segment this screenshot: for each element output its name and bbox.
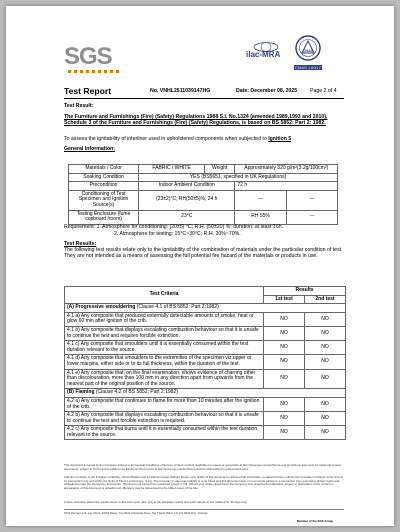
table-row — [65, 412, 346, 426]
criteria-cell: 4.1 b) Any composite that displays escalating combustion behaviour so that it is unsafe to continue the test and requires forcible extinction. — [65, 326, 264, 340]
enclosure-extra: --- — [286, 210, 337, 224]
test-result-label: Test Result: — [64, 103, 94, 109]
result-cell: NO — [305, 326, 346, 340]
result-cell: NO — [264, 326, 305, 340]
report-title: Test Report — [64, 86, 112, 96]
report-page — [6, 6, 394, 526]
precondition-duration: 72 h — [235, 182, 338, 191]
sgs-logo-dots — [68, 70, 122, 73]
table-row — [69, 182, 338, 191]
cnas-logo — [294, 34, 322, 72]
enclosure-label: Testing Enclosure (fume cupboard /room) — [69, 210, 139, 224]
precondition-label: Precondition — [69, 182, 139, 191]
footer-address: SGS Vietnam Ltd. Lot I-02/1, 16/04 Street, Tan Binh Industrial Zone, Tay Thanh Ward, Ho Chi Minh City, Vietnam — [64, 511, 209, 515]
cnas-number: CNAS L0017 — [294, 65, 322, 70]
result-cell: NO — [264, 426, 305, 440]
sgs-logo — [64, 43, 124, 73]
table-row — [65, 426, 346, 440]
ilac-mra-logo — [246, 40, 286, 70]
results-header: Results — [264, 287, 346, 296]
assess-text: To assess the ignitability of interliner used in upholstered components when subjected to — [64, 136, 267, 142]
regulation-title: The Furniture and Furnishings (Fire) (Safety) Regulations 1988 S.I. No.1324 (amended 1989,1993 and 2010), Schedule 3 of the Furniture and Furnishings (Fire) (Safety) Regulations, is based on BS 5852: Part 2: 1982. — [64, 114, 328, 127]
result-cell: NO — [305, 426, 346, 440]
precondition-value: Indoor Ambient Condition — [139, 182, 235, 191]
footer-liability: Attention is drawn to the limitation of liability, indemnification and jurisdiction issues defined therein. Any holder of this document is advised that information contained hereon reflects the Company's findings at the time of its intervention only and within the limits of Client's instructions, if any. The Company's sole responsibility is to its Client and this document does not exonerate parties to a transaction from exercising all their rights and obligations under the transaction documents. This document cannot be reproduced except in full, without prior written approval of the Company. Any unauthorized alteration, forgery or falsification of the content or appearance of this document is unlawful and offenders may be prosecuted to the fullest extent of the law. — [64, 475, 343, 490]
table-row — [65, 369, 346, 389]
criteria-cell: 4.2 c) Any composite that burns until it is essentially consumed within the test duration relevant to the source. — [65, 426, 264, 440]
criteria-cell: 4.1 d) Any composite that smoulders to the extremities of the specimen viz upper or lower margins, either side or to its full thickness, within the duration of the test. — [65, 355, 264, 369]
footer-terms: This document is issued by the Company subject to its General Conditions of Service printed overleaf, available on request or accessible at http://www.sgs.com/en/Terms-and-Conditions.aspx and, for electronic format documents, subject to Terms and Conditions for Electronic Documents at http://www.sgs.com/en/Terms-and-Conditions/Terms-e-Document.aspx. — [64, 463, 341, 471]
conditioning-value: (23±2)°C; RH(50±5)%; 24 h — [139, 190, 235, 210]
table-row — [69, 190, 338, 210]
result-cell: NO — [305, 341, 346, 355]
criteria-cell: 4.2 b) Any composite that displays escalating combustion behaviour so that it is unsafe to continue the test and forcible extinction is required. — [65, 412, 264, 426]
result-cell: NO — [264, 355, 305, 369]
ignition-source: Ignition 5 — [268, 136, 292, 142]
section-row — [65, 389, 346, 398]
conditioning-value-3: --- — [286, 190, 337, 210]
page-number: Page 2 of 4 — [310, 88, 337, 94]
enclosure-rh: RH 55% — [235, 210, 286, 224]
section-row — [65, 304, 346, 313]
cnas-seal-icon — [294, 34, 322, 64]
svg-text:CNAS: CNAS — [302, 48, 314, 53]
result-cell: NO — [305, 412, 346, 426]
criteria-cell: 4.1 c) Any composite that smoulders until it is essentially consumed within the test duration relevant to the source. — [65, 341, 264, 355]
table-row — [65, 341, 346, 355]
header-divider — [64, 98, 344, 99]
result-cell: NO — [305, 312, 346, 326]
result-cell: NO — [305, 355, 346, 369]
result-cell: NO — [305, 369, 346, 389]
table-row — [65, 397, 346, 411]
soaking-label: Soaking Condition — [69, 173, 139, 182]
result-cell: NO — [264, 412, 305, 426]
table-row — [65, 312, 346, 326]
criteria-cell: 4.2 a) Any composite that continues to flame for more than 10 minutes after the ignition of the crib. — [65, 397, 264, 411]
requirement-line-2: 2. Atmosphere for testing: 15°C~30°C; R.H. 20%~70%. — [114, 231, 241, 237]
footer-member: Member of the SGS Group — [297, 519, 334, 523]
test-results-intro: The following test results relate only to the ignitability of the combination of materials under the particular condition of test. They are not intended as a means of assessing the full potential fire hazard of the materials or products in use. — [64, 247, 343, 260]
weight-value: Approximately 320 g/m²(3.2g/100cm²) — [235, 165, 338, 174]
materials-value: FABRIC / WHITE — [139, 165, 205, 174]
footer-divider — [64, 509, 344, 510]
criteria-cell: 4.1 e) Any composite that, on the final examination, shows evidence of charring other than discolouration, more than 100 mm in any direction apart from upwards from the nearest part of the original position of the source. — [65, 369, 264, 389]
result-cell: NO — [305, 397, 346, 411]
criteria-header: Test Criteria — [65, 287, 264, 304]
report-date: Date: December 08, 2025 — [236, 88, 298, 94]
requirement-line-1: Requirement: 1. Atmosphere for conditioning: (20±5) °C; R.H. (50±20) %; duration: at least 16h. — [64, 224, 284, 230]
table-row — [65, 355, 346, 369]
section-a-title: (A) Progressive smouldering (Clause 4.1 of BS 5852: Part 2:1982) — [65, 304, 346, 313]
weight-label: Weight — [205, 165, 235, 174]
conditioning-label: Conditioning of Test Specimen and Ignition Source(s) — [69, 190, 139, 210]
footer-sample-note: Unless otherwise stated the results shown in this test report refer only to the sample(s) tested and such sample(s) are retained for 30 days only. — [64, 500, 248, 504]
table-row — [69, 210, 338, 224]
general-info-table — [68, 164, 338, 225]
criteria-cell: 4.1 a) Any composite that produced externally detectable amounts of smoke, heat or glow 60 min after ignition of the crib. — [65, 312, 264, 326]
ilac-logo-text: ilac-MRA — [246, 50, 281, 59]
result-cell: NO — [264, 312, 305, 326]
report-number: No. VNHL2511039147HG — [150, 88, 211, 94]
table-row — [69, 173, 338, 182]
general-info-heading: General Information: — [64, 146, 116, 152]
table-row — [65, 326, 346, 340]
enclosure-temp: 23°C — [139, 210, 235, 224]
result-cell: NO — [264, 369, 305, 389]
test-results-heading: Test Results: — [64, 241, 97, 247]
table-header-row — [65, 287, 346, 296]
result-cell: NO — [264, 397, 305, 411]
result-cell: NO — [264, 341, 305, 355]
conditioning-value-2: --- — [235, 190, 286, 210]
soaking-value: YES (BS5651, specified in UK Regulations) — [139, 173, 338, 182]
table-row — [69, 165, 338, 174]
first-test-header: 1st test — [264, 295, 305, 304]
materials-label: Materials / Color — [69, 165, 139, 174]
results-table — [64, 286, 346, 440]
section-b-title: (B) Flaming (Clause 4.2 of BS 5852: Part 2:1982) — [65, 389, 346, 398]
assess-line — [64, 136, 346, 142]
second-test-header: 2nd test — [305, 295, 346, 304]
sgs-logo-text: SGS — [64, 43, 112, 70]
